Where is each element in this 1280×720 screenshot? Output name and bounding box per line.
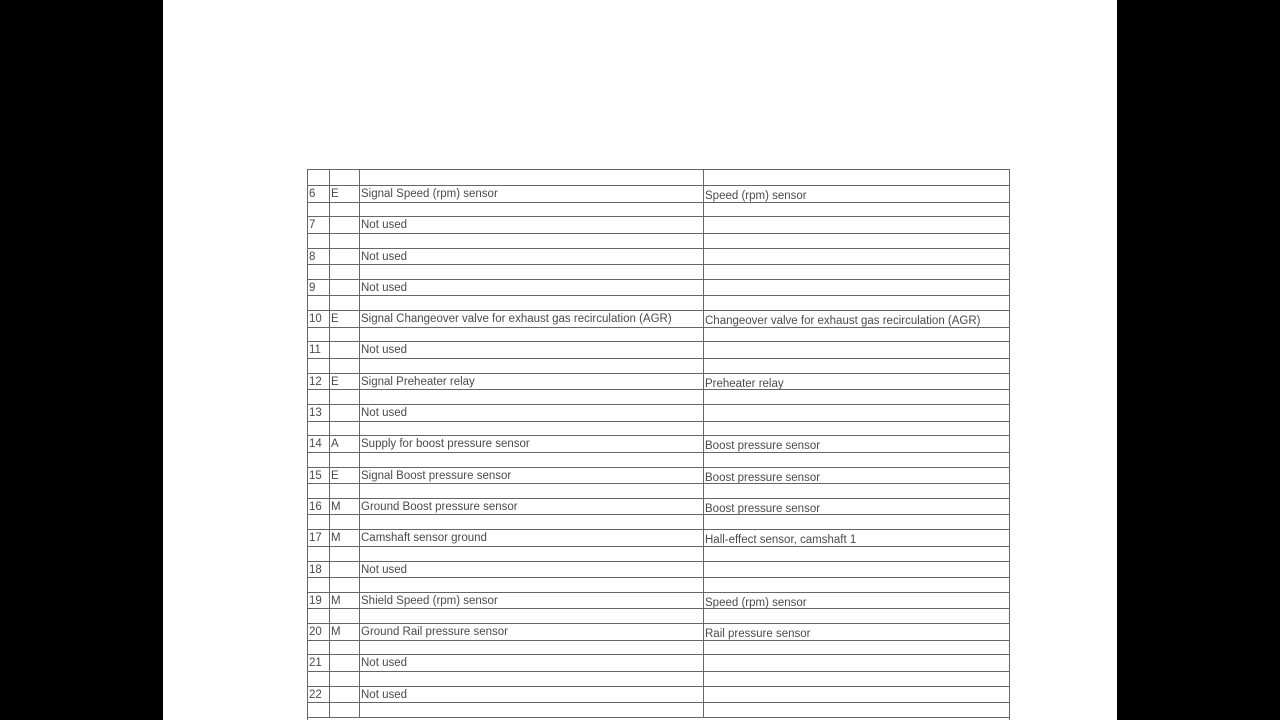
description-text: Ground Boost pressure sensor <box>361 500 518 513</box>
description-text: Not used <box>361 657 408 670</box>
table-row <box>308 593 1009 624</box>
type-text: E <box>331 375 339 388</box>
pin-text: 19 <box>309 594 322 607</box>
table-row <box>308 468 1009 499</box>
type-text: A <box>331 438 339 451</box>
row-divider <box>308 295 1009 296</box>
table-row <box>308 687 1009 718</box>
description-text: Signal Speed (rpm) sensor <box>361 188 498 200</box>
pin-text: 8 <box>309 250 316 263</box>
description-text: Signal Changeover valve for exhaust gas recirculation (AGR) <box>361 313 672 326</box>
description-text: Not used <box>361 250 408 263</box>
description-text: Shield Speed (rpm) sensor <box>361 594 498 607</box>
row-divider <box>308 640 1009 641</box>
row-divider <box>308 264 1009 265</box>
row-divider <box>308 671 1009 672</box>
row-divider <box>308 233 1009 234</box>
header-component-cell <box>703 170 1009 185</box>
table-row <box>308 217 1009 248</box>
type-text: M <box>331 626 341 639</box>
component-text: Hall-effect sensor, camshaft 1 <box>705 534 857 547</box>
table-row <box>308 374 1009 405</box>
row-divider <box>308 702 1009 703</box>
row-divider <box>308 421 1009 422</box>
pin-text: 6 <box>309 188 316 200</box>
pin-text: 17 <box>309 532 322 545</box>
table-row <box>308 342 1009 373</box>
description-text: Ground Rail pressure sensor <box>361 626 509 639</box>
type-text: M <box>331 594 341 607</box>
component-text: Changeover valve for exhaust gas recirculation (AGR) <box>705 315 981 328</box>
table-row <box>308 624 1009 655</box>
description-text: Not used <box>361 563 408 576</box>
pin-text: 10 <box>309 313 322 326</box>
document-page <box>163 0 1117 720</box>
row-divider <box>308 717 1009 718</box>
component-text: Speed (rpm) sensor <box>705 190 807 202</box>
header-pin-cell <box>308 170 329 185</box>
table-row <box>308 186 1009 217</box>
component-text: Preheater relay <box>705 377 784 390</box>
table-body <box>308 186 1009 718</box>
component-text: Boost pressure sensor <box>705 471 821 484</box>
row-divider <box>308 389 1009 390</box>
description-text: Not used <box>361 281 408 294</box>
pin-text: 9 <box>309 281 316 294</box>
pin-text: 7 <box>309 219 316 232</box>
component-text: Boost pressure sensor <box>705 502 821 515</box>
row-divider <box>308 546 1009 547</box>
component-text: Rail pressure sensor <box>705 628 811 641</box>
type-text: E <box>331 469 339 482</box>
row-divider <box>308 358 1009 359</box>
pin-text: 21 <box>309 657 322 670</box>
pin-text: 14 <box>309 438 322 451</box>
pin-text: 11 <box>309 344 321 357</box>
type-text: E <box>331 188 339 200</box>
type-text: M <box>331 532 341 545</box>
header-description-cell <box>359 170 703 185</box>
row-divider <box>308 327 1009 328</box>
description-text: Not used <box>361 688 408 701</box>
header-type-cell <box>329 170 359 185</box>
description-text: Signal Boost pressure sensor <box>361 469 512 482</box>
pin-text: 13 <box>309 407 322 420</box>
table-row <box>308 499 1009 530</box>
table-row <box>308 280 1009 311</box>
table-row <box>308 655 1009 686</box>
row-divider <box>308 483 1009 484</box>
pin-text: 22 <box>309 688 322 701</box>
row-divider <box>308 202 1009 203</box>
table-row <box>308 530 1009 561</box>
description-text: Camshaft sensor ground <box>361 532 487 545</box>
table-row <box>308 311 1009 342</box>
table-row <box>308 562 1009 593</box>
description-text: Signal Preheater relay <box>361 375 475 388</box>
type-text: E <box>331 313 339 326</box>
pin-text: 15 <box>309 469 322 482</box>
pin-text: 12 <box>309 375 322 388</box>
table-row <box>308 405 1009 436</box>
pin-text: 16 <box>309 500 322 513</box>
description-text: Not used <box>361 219 408 232</box>
pin-text: 18 <box>309 563 322 576</box>
table-header-row <box>308 170 1009 186</box>
row-divider <box>308 608 1009 609</box>
row-divider <box>308 452 1009 453</box>
description-text: Not used <box>361 344 408 357</box>
table-row <box>308 249 1009 280</box>
table-row <box>308 436 1009 467</box>
row-divider <box>308 577 1009 578</box>
component-text: Boost pressure sensor <box>705 440 821 453</box>
pin-text: 20 <box>309 626 322 639</box>
row-divider <box>308 514 1009 515</box>
type-text: M <box>331 500 341 513</box>
pin-assignment-table <box>307 169 1010 720</box>
component-text: Speed (rpm) sensor <box>705 596 807 609</box>
description-text: Supply for boost pressure sensor <box>361 438 530 451</box>
description-text: Not used <box>361 407 408 420</box>
